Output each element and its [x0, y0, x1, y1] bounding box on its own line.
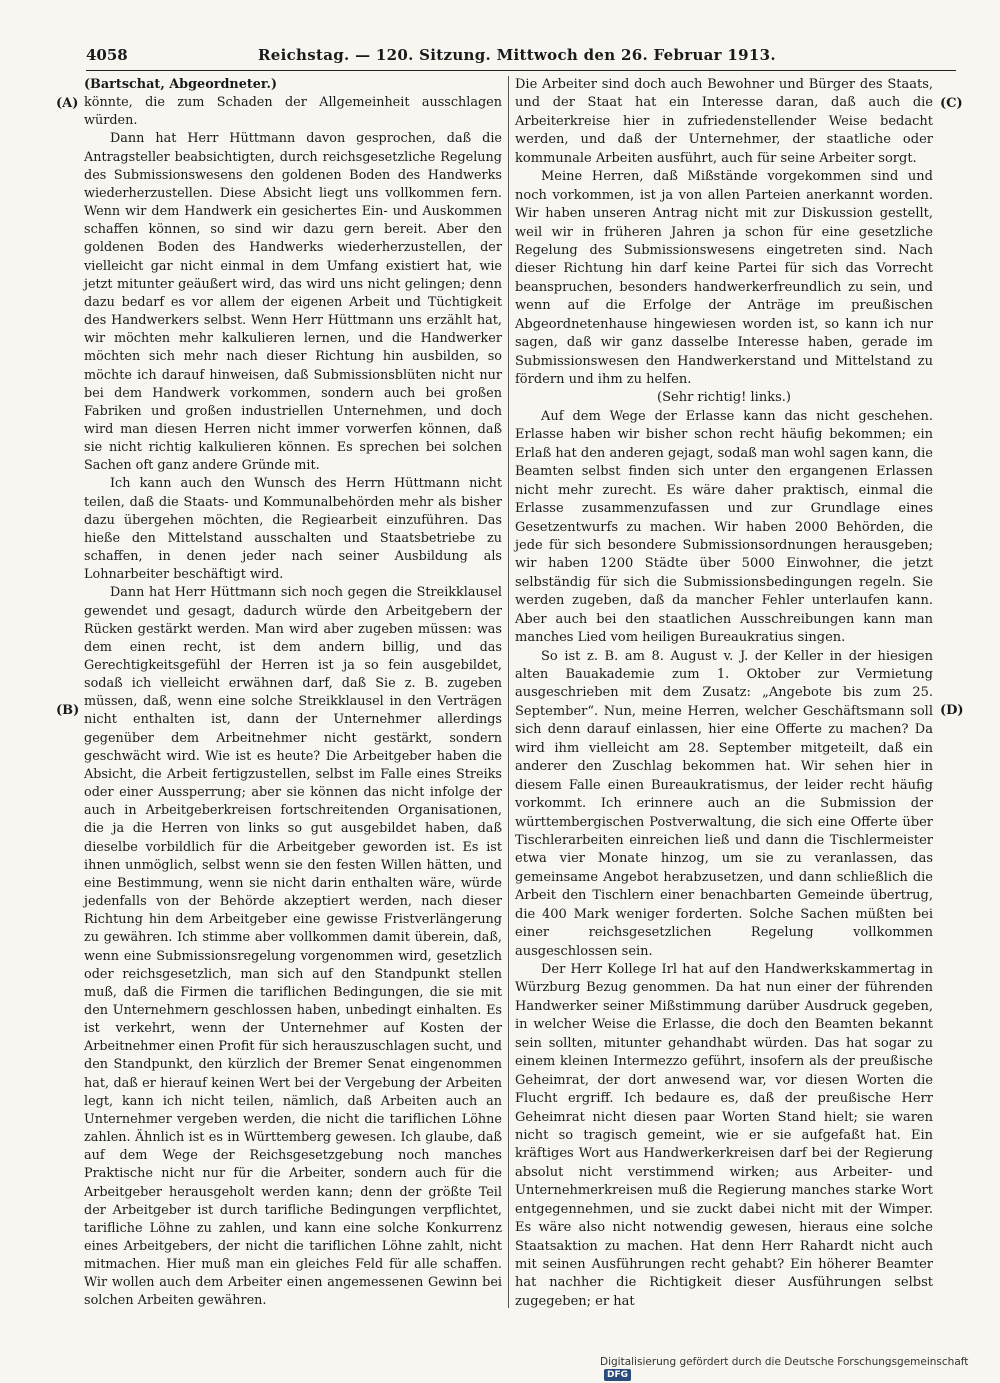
- margin-marker-b: (B): [56, 703, 80, 718]
- paragraph: könnte, die zum Schaden der Allgemeinheit ausschlagen würden.: [84, 95, 502, 129]
- paragraph: Dann hat Herr Hüttmann davon gesprochen, daß die Antragsteller beabsichtigten, durch reichsgesetzliche Regelung des Submissionswesens den goldenen Boden des Handwerks wiederherzustellen. Diese Absicht liegt uns vollkommen fern. Wenn wir dem Handwerk ein gesichertes Ein- und Auskommen schaffen können, so sind wir dazu gern bereit. Aber den goldenen Boden des Handwerks wiederherzustellen, der vielleicht gar nicht einmal in dem Umfang existiert hat, wie jetzt mitunter geäußert wird, das wird uns nicht gelingen; denn dazu bedarf es vor allem der eigenen Arbeit und Tüchtigkeit des Handwerkers selbst. Wenn Herr Hüttmann uns erzählt hat, wir möchten mehr kalkulieren lernen, und die Handwerker möchten sich mehr nach dieser Richtung hin ausbilden, so möchte ich darauf hinweisen, daß Submissionsblüten nicht nur bei dem Handwerk vorkommen, sondern auch bei großen Fabriken und großen industriellen Unternehmen, und doch wird man diesen Herren nicht immer vorwerfen können, daß sie nicht richtig kalkulieren können. Es sprechen bei solchen Sachen oft ganz andere Gründe mit.: [84, 131, 502, 474]
- paragraph: So ist z. B. am 8. August v. J. der Keller in der hiesigen alten Bauakademie zum 1. Oktober zur Vermietung ausgeschrieben mit dem Zusatz: „Angebote bis zum 25. September“. Nun, meine Herren, welcher Geschäftsmann soll sich denn darauf einlassen, hier eine Offerte zu machen? Da wird ihm vielleicht am 28. September mitgeteilt, daß ein anderer den Zuschlag bekommen hat. Wir sehen hier in diesem Falle einen Bureaukratismus, der leider recht häufig vorkommt. Ich erinnere auch an die Submission der württembergischen Postverwaltung, die sich eine Offerte über Tischlerarbeiten einreichen ließ und dann die Tischlermeister etwa vier Monate hinzog, um sie zu veranlassen, das gemeinsame Angebot herabzusetzen, und dann schließlich die Arbeit den Tischlern einer benachbarten Gemeinde übertrug, die 400 Mark weniger forderten. Solche Sachen müßten bei einer reichsgesetzlichen Regelung vollkommen ausgeschlossen sein.: [515, 648, 933, 959]
- margin-marker-a: (A): [56, 96, 79, 111]
- speaker-label: (Bartschat, Abgeordneter.): [84, 77, 277, 92]
- paragraph: Ich kann auch den Wunsch des Herrn Hüttmann nicht teilen, daß die Staats- und Kommunalbehörden mehr als bisher dazu übergehen möchten, die Regiearbeit einzuführen. Das hieße den Mittelstand ausschalten und Staatsbetriebe zu schaffen, in denen jeder nach seiner Ausbildung als Lohnarbeiter beschäftigt wird.: [84, 476, 502, 583]
- column-divider: [508, 76, 509, 1308]
- page-number: 4058: [86, 46, 128, 64]
- paragraph: Meine Herren, daß Mißstände vorgekommen sind und noch vorkommen, ist ja von allen Parteien anerkannt worden. Wir haben unseren Antrag nicht mit zur Diskussion gestellt, weil wir in früheren Jahren ja schon für eine gesetzliche Regelung des Submissionswesens eingetreten sind. Nach dieser Richtung hin darf keine Partei für sich das Vorrecht beanspruchen, besonders handwerkerfreundlich zu sein, und wenn auf die Erfolge der Anträge im preußischen Abgeordnetenhause hingewiesen worden ist, so kann ich nur sagen, daß wir ganz dasselbe Interesse haben, gerade im Submissionswesen den Handwerkerstand und Mittelstand zu fördern und ihm zu helfen.: [515, 169, 933, 387]
- running-header: [86, 44, 956, 68]
- right-column: [515, 76, 933, 1311]
- footer-text: Digitalisierung gefördert durch die Deutsche Forschungsgemeinschaft: [600, 1356, 969, 1368]
- left-column: [84, 76, 502, 1311]
- dfg-logo-icon: DFG: [604, 1369, 631, 1381]
- paragraph: Der Herr Kollege Irl hat auf den Handwerkskammertag in Würzburg Bezug genommen. Da hat nun einer der führenden Handwerker seiner Mißstimmung darüber Ausdruck gegeben, in welcher Weise die Erlasse, die doch den Beamten bekannt sein sollten, mitunter gehandhabt würden. Das hat sogar zu einem kleinen Intermezzo geführt, insofern als der preußische Geheimrat, der dort anwesend war, vor diesen Worten die Flucht ergriff. Ich bedaure es, daß der preußische Herr Geheimrat nicht diesen paar Worten Stand hielt; sie waren nicht so tragisch gemeint, wie er sie aufgefaßt hat. Ein kräftiges Wort aus Handwerkerkreisen darf bei der Regierung absolut nicht verstimmend wirken; aus Arbeiter- und Unternehmerkreisen muß die Regierung manches starke Wort entgegennehmen, und sie zuckt dabei nicht mit der Wimper. Es wäre also nicht notwendig gewesen, hieraus eine solche Staatsaktion zu machen. Hat denn Herr Rahardt nicht auch mit seinen Ausführungen recht gehabt? Ein höherer Beamter hat nachher die Richtigkeit dieser Ausführungen selbst zugegeben; er hat: [515, 962, 933, 1309]
- margin-marker-c: (C): [940, 96, 963, 111]
- margin-marker-d: (D): [940, 703, 964, 718]
- digitization-footer: [600, 1356, 1000, 1381]
- header-rule: [86, 70, 956, 71]
- paragraph: Dann hat Herr Hüttmann sich noch gegen die Streikklausel gewendet und gesagt, dadurch würde den Arbeitgebern der Rücken gestärkt werden. Man wird aber zugeben müssen: was dem einen recht, ist dem andern billig, und das Gerechtigkeitsgefühl der Herren ist ja so fein ausgebildet, sodaß ich vielleicht erwähnen darf, daß Sie z. B. zugeben müssen, daß, wenn eine solche Streikklausel in den Verträgen nicht enthalten ist, dann der Unternehmer allerdings gegenüber dem Arbeitnehmer nicht gestärkt, sondern geschwächt wird. Wie ist es heute? Die Arbeitgeber haben die Absicht, die Arbeit fertigzustellen, selbst im Falle eines Streiks oder einer Aussperrung; aber sie können das nicht infolge der auch in Arbeitgeberkreisen fortschreitenden Organisationen, die ja die Herren von links so gut ausgebildet haben, daß dieselbe vorbildlich für die Arbeitgeber geworden ist. Es ist ihnen unmöglich, selbst wenn sie den festen Willen hätten, und eine Bestimmung, wenn sie nicht darin enthalten wäre, würde jedenfalls von der Behörde akzeptiert werden, nach dieser Richtung hin dem Arbeitgeber eine gewisse Fristverlängerung zu gewähren. Ich stimme aber vollkommen damit überein, daß, wenn eine Submissionsregelung vorgenommen wird, gesetzlich oder reichsgesetzlich, man sich auf den Standpunkt stellen muß, daß die Firmen die tariflichen Bedingungen, die sie mit den Unternehmern geschlossen haben, unbedingt einhalten. Es ist verkehrt, wenn der Unternehmer auf Kosten der Arbeitnehmer einen Profit für sich herauszuschlagen sucht, und den Standpunkt, den kürzlich der Bremer Senat eingenommen hat, daß er hierauf keinen Wert bei der Vergebung der Arbeiten legt, kann ich nicht teilen, nämlich, daß Arbeiten auch an Unternehmer vergeben werden, die nicht die tariflichen Löhne zahlen. Ähnlich ist es in Württemberg gewesen. Ich glaube, daß auf dem Wege der Reichsgesetzgebung noch manches Praktische nicht nur für die Arbeiter, sondern auch für die Arbeitgeber herausgeholt werden kann; denn der größte Teil der Arbeitgeber ist durch tarifliche Bedingungen verpflichtet, tarifliche Löhne zu zahlen, und kann eine solche Konkurrenz eines Arbeitgebers, der nicht die tariflichen Löhne zahlt, nicht mitmachen. Hier muß man ein gleiches Feld für alle schaffen. Wir wollen auch dem Arbeiter einen angemessenen Gewinn bei solchen Arbeiten gewähren.: [84, 585, 502, 1309]
- interjection: (Sehr richtig! links.): [657, 390, 791, 406]
- running-title: Reichstag. — 120. Sitzung. Mittwoch den 26. Februar 1913.: [258, 46, 776, 64]
- paragraph: Die Arbeiter sind doch auch Bewohner und Bürger des Staats, und der Staat hat ein Interesse daran, daß auch die Arbeiterkreise hier in zufriedenstellender Weise bedacht werden, und daß der Unternehmer, der staatliche oder kommunale Arbeiten ausführt, auch für seine Arbeiter sorgt.: [515, 77, 933, 166]
- paragraph: Auf dem Wege der Erlasse kann das nicht geschehen. Erlasse haben wir bisher schon recht häufig bekommen; ein Erlaß hat den anderen gejagt, sodaß man wohl sagen kann, die Beamten selbst finden sich unter den ergangenen Erlassen nicht mehr zurecht. Es wäre daher praktisch, einmal die Erlasse zusammenzufassen und zur Grundlage eines Gesetzentwurfs zu machen. Wir haben 2000 Behörden, die jede für sich besondere Submissionsordnungen herausgeben; wir haben 1200 Städte über 5000 Einwohner, die jetzt selbständig für sich die Submissionsbedingungen regeln. Sie werden zugeben, daß da mancher Fehler unterlaufen kann. Aber auch bei den staatlichen Ausschreibungen kann man manches Lied vom heiligen Bureaukratius singen.: [515, 408, 933, 646]
